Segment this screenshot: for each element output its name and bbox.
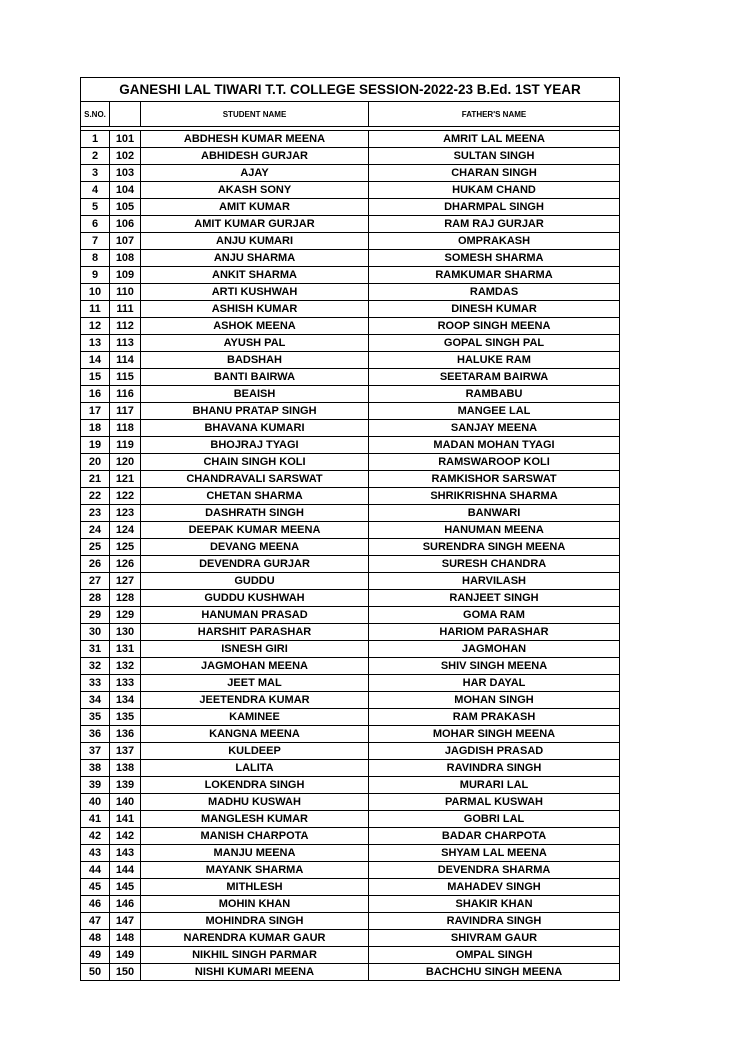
cell-father-name: MANGEE LAL [369,403,620,420]
student-list-body [81,78,620,981]
cell-student-name: JAGMOHAN MEENA [141,658,369,675]
cell-student-name: JEET MAL [141,675,369,692]
cell-father-name: BADAR CHARPOTA [369,828,620,845]
cell-roll: 110 [110,284,141,301]
cell-father-name: DEVENDRA SHARMA [369,862,620,879]
cell-father-name: CHARAN SINGH [369,165,620,182]
cell-student-name: MANISH CHARPOTA [141,828,369,845]
cell-student-name: CHETAN SHARMA [141,488,369,505]
cell-student-name: CHAIN SINGH KOLI [141,454,369,471]
table-row [81,777,620,794]
cell-father-name: SHRIKRISHNA SHARMA [369,488,620,505]
cell-student-name: NARENDRA KUMAR GAUR [141,930,369,947]
cell-father-name: MAHADEV SINGH [369,879,620,896]
cell-father-name: DINESH KUMAR [369,301,620,318]
table-row [81,709,620,726]
cell-father-name: SHIV SINGH MEENA [369,658,620,675]
cell-roll: 127 [110,573,141,590]
cell-sno: 26 [81,556,110,573]
cell-sno: 44 [81,862,110,879]
cell-student-name: DEEPAK KUMAR MEENA [141,522,369,539]
cell-roll: 144 [110,862,141,879]
cell-sno: 39 [81,777,110,794]
cell-father-name: AMRIT LAL MEENA [369,131,620,148]
cell-father-name: SOMESH SHARMA [369,250,620,267]
cell-sno: 35 [81,709,110,726]
cell-roll: 135 [110,709,141,726]
cell-student-name: HARSHIT PARASHAR [141,624,369,641]
table-row [81,624,620,641]
page-title: GANESHI LAL TIWARI T.T. COLLEGE SESSION-2022-23 B.Ed. 1ST YEAR [81,78,620,102]
cell-roll: 120 [110,454,141,471]
table-row [81,335,620,352]
table-row [81,964,620,981]
cell-sno: 37 [81,743,110,760]
cell-roll: 145 [110,879,141,896]
cell-father-name: MOHAR SINGH MEENA [369,726,620,743]
cell-student-name: ISNESH GIRI [141,641,369,658]
table-row [81,760,620,777]
cell-sno: 8 [81,250,110,267]
cell-father-name: PARMAL KUSWAH [369,794,620,811]
cell-roll: 138 [110,760,141,777]
cell-sno: 43 [81,845,110,862]
cell-roll: 103 [110,165,141,182]
cell-sno: 45 [81,879,110,896]
cell-roll: 101 [110,131,141,148]
cell-father-name: ROOP SINGH MEENA [369,318,620,335]
table-row [81,930,620,947]
cell-father-name: BANWARI [369,505,620,522]
cell-roll: 142 [110,828,141,845]
cell-student-name: MITHLESH [141,879,369,896]
cell-student-name: DASHRATH SINGH [141,505,369,522]
cell-father-name: SHIVRAM GAUR [369,930,620,947]
table-row [81,233,620,250]
cell-roll: 149 [110,947,141,964]
table-row [81,726,620,743]
table-row [81,947,620,964]
cell-sno: 27 [81,573,110,590]
cell-sno: 7 [81,233,110,250]
table-row [81,301,620,318]
table-row [81,216,620,233]
cell-roll: 133 [110,675,141,692]
table-row [81,862,620,879]
cell-sno: 13 [81,335,110,352]
cell-roll: 132 [110,658,141,675]
cell-roll: 106 [110,216,141,233]
cell-sno: 17 [81,403,110,420]
cell-roll: 129 [110,607,141,624]
cell-student-name: ANJU KUMARI [141,233,369,250]
cell-student-name: BADSHAH [141,352,369,369]
cell-father-name: DHARMPAL SINGH [369,199,620,216]
header-sno: S.NO. [81,102,110,127]
cell-roll: 139 [110,777,141,794]
cell-sno: 1 [81,131,110,148]
cell-roll: 148 [110,930,141,947]
table-row [81,641,620,658]
cell-roll: 114 [110,352,141,369]
table-row [81,913,620,930]
cell-sno: 21 [81,471,110,488]
table-row [81,692,620,709]
title-row [81,78,620,102]
cell-sno: 12 [81,318,110,335]
cell-student-name: AJAY [141,165,369,182]
cell-father-name: GOBRI LAL [369,811,620,828]
cell-sno: 22 [81,488,110,505]
table-row [81,828,620,845]
cell-student-name: ABDHESH KUMAR MEENA [141,131,369,148]
cell-roll: 134 [110,692,141,709]
cell-student-name: LALITA [141,760,369,777]
cell-father-name: JAGDISH PRASAD [369,743,620,760]
cell-father-name: SEETARAM BAIRWA [369,369,620,386]
cell-sno: 49 [81,947,110,964]
cell-father-name: MOHAN SINGH [369,692,620,709]
cell-sno: 38 [81,760,110,777]
cell-sno: 20 [81,454,110,471]
cell-student-name: MAYANK SHARMA [141,862,369,879]
cell-roll: 113 [110,335,141,352]
cell-father-name: GOMA RAM [369,607,620,624]
cell-roll: 125 [110,539,141,556]
cell-sno: 50 [81,964,110,981]
cell-student-name: ARTI KUSHWAH [141,284,369,301]
header-row [81,102,620,127]
table-row [81,607,620,624]
cell-student-name: JEETENDRA KUMAR [141,692,369,709]
cell-roll: 126 [110,556,141,573]
table-row [81,420,620,437]
table-row [81,675,620,692]
cell-student-name: ASHISH KUMAR [141,301,369,318]
cell-father-name: MADAN MOHAN TYAGI [369,437,620,454]
table-row [81,522,620,539]
cell-roll: 112 [110,318,141,335]
cell-father-name: OMPRAKASH [369,233,620,250]
cell-student-name: AMIT KUMAR [141,199,369,216]
cell-sno: 9 [81,267,110,284]
cell-roll: 123 [110,505,141,522]
cell-student-name: LOKENDRA SINGH [141,777,369,794]
cell-roll: 124 [110,522,141,539]
cell-sno: 29 [81,607,110,624]
cell-sno: 24 [81,522,110,539]
cell-roll: 140 [110,794,141,811]
cell-roll: 146 [110,896,141,913]
cell-sno: 6 [81,216,110,233]
cell-sno: 42 [81,828,110,845]
cell-student-name: MANJU MEENA [141,845,369,862]
cell-sno: 40 [81,794,110,811]
cell-sno: 31 [81,641,110,658]
cell-roll: 137 [110,743,141,760]
cell-father-name: RAMKUMAR SHARMA [369,267,620,284]
cell-roll: 141 [110,811,141,828]
cell-father-name: RAVINDRA SINGH [369,913,620,930]
cell-roll: 118 [110,420,141,437]
cell-sno: 19 [81,437,110,454]
table-row [81,658,620,675]
cell-roll: 109 [110,267,141,284]
table-row [81,743,620,760]
cell-student-name: GUDDU KUSHWAH [141,590,369,607]
cell-student-name: KANGNA MEENA [141,726,369,743]
cell-roll: 131 [110,641,141,658]
cell-student-name: ABHIDESH GURJAR [141,148,369,165]
cell-student-name: MANGLESH KUMAR [141,811,369,828]
table-row [81,403,620,420]
cell-student-name: BEAISH [141,386,369,403]
header-father-name: FATHER'S NAME [369,102,620,127]
cell-sno: 14 [81,352,110,369]
cell-roll: 150 [110,964,141,981]
cell-student-name: ANKIT SHARMA [141,267,369,284]
cell-roll: 107 [110,233,141,250]
cell-roll: 147 [110,913,141,930]
table-row [81,165,620,182]
header-roll [110,102,141,127]
cell-father-name: GOPAL SINGH PAL [369,335,620,352]
cell-student-name: KAMINEE [141,709,369,726]
cell-father-name: BACHCHU SINGH MEENA [369,964,620,981]
cell-student-name: DEVENDRA GURJAR [141,556,369,573]
cell-sno: 28 [81,590,110,607]
table-row [81,148,620,165]
cell-roll: 105 [110,199,141,216]
cell-father-name: RAMKISHOR SARSWAT [369,471,620,488]
cell-student-name: BHANU PRATAP SINGH [141,403,369,420]
cell-roll: 136 [110,726,141,743]
cell-father-name: RAMDAS [369,284,620,301]
table-row [81,590,620,607]
cell-sno: 47 [81,913,110,930]
table-row [81,199,620,216]
table-row [81,896,620,913]
table-row [81,369,620,386]
cell-father-name: RAVINDRA SINGH [369,760,620,777]
table-row [81,539,620,556]
cell-father-name: SANJAY MEENA [369,420,620,437]
table-row [81,318,620,335]
student-list-table [80,77,620,981]
cell-student-name: HANUMAN PRASAD [141,607,369,624]
cell-father-name: SULTAN SINGH [369,148,620,165]
table-row [81,879,620,896]
table-row [81,488,620,505]
cell-student-name: AYUSH PAL [141,335,369,352]
cell-student-name: BHOJRAJ TYAGI [141,437,369,454]
cell-sno: 2 [81,148,110,165]
cell-sno: 4 [81,182,110,199]
table-row [81,386,620,403]
cell-roll: 121 [110,471,141,488]
cell-sno: 34 [81,692,110,709]
cell-student-name: KULDEEP [141,743,369,760]
cell-sno: 30 [81,624,110,641]
cell-roll: 119 [110,437,141,454]
cell-father-name: SURESH CHANDRA [369,556,620,573]
cell-father-name: HANUMAN MEENA [369,522,620,539]
cell-roll: 111 [110,301,141,318]
cell-father-name: RAM RAJ GURJAR [369,216,620,233]
cell-roll: 108 [110,250,141,267]
cell-father-name: RAMBABU [369,386,620,403]
table-row [81,250,620,267]
cell-father-name: OMPAL SINGH [369,947,620,964]
cell-father-name: HALUKE RAM [369,352,620,369]
cell-sno: 33 [81,675,110,692]
cell-father-name: RANJEET SINGH [369,590,620,607]
table-row [81,573,620,590]
cell-roll: 104 [110,182,141,199]
cell-roll: 128 [110,590,141,607]
cell-student-name: BHAVANA KUMARI [141,420,369,437]
cell-student-name: NIKHIL SINGH PARMAR [141,947,369,964]
cell-father-name: JAGMOHAN [369,641,620,658]
cell-father-name: RAMSWAROOP KOLI [369,454,620,471]
cell-father-name: SHAKIR KHAN [369,896,620,913]
cell-father-name: SHYAM LAL MEENA [369,845,620,862]
cell-student-name: DEVANG MEENA [141,539,369,556]
cell-father-name: SURENDRA SINGH MEENA [369,539,620,556]
table-row [81,267,620,284]
cell-sno: 18 [81,420,110,437]
cell-student-name: AKASH SONY [141,182,369,199]
cell-father-name: HARVILASH [369,573,620,590]
cell-sno: 3 [81,165,110,182]
cell-sno: 41 [81,811,110,828]
cell-roll: 143 [110,845,141,862]
table-row [81,182,620,199]
cell-student-name: BANTI BAIRWA [141,369,369,386]
cell-sno: 5 [81,199,110,216]
cell-father-name: HARIOM PARASHAR [369,624,620,641]
cell-sno: 10 [81,284,110,301]
table-row [81,437,620,454]
cell-roll: 122 [110,488,141,505]
cell-roll: 115 [110,369,141,386]
table-row [81,454,620,471]
cell-student-name: MOHINDRA SINGH [141,913,369,930]
table-row [81,556,620,573]
cell-roll: 102 [110,148,141,165]
cell-sno: 46 [81,896,110,913]
cell-father-name: HUKAM CHAND [369,182,620,199]
table-row [81,352,620,369]
cell-sno: 23 [81,505,110,522]
cell-father-name: MURARI LAL [369,777,620,794]
cell-roll: 117 [110,403,141,420]
cell-student-name: MOHIN KHAN [141,896,369,913]
cell-sno: 15 [81,369,110,386]
table-row [81,284,620,301]
cell-father-name: HAR DAYAL [369,675,620,692]
cell-student-name: ASHOK MEENA [141,318,369,335]
table-row [81,811,620,828]
table-row [81,505,620,522]
table-row [81,471,620,488]
cell-sno: 11 [81,301,110,318]
cell-sno: 16 [81,386,110,403]
cell-student-name: CHANDRAVALI SARSWAT [141,471,369,488]
cell-father-name: RAM PRAKASH [369,709,620,726]
cell-sno: 25 [81,539,110,556]
cell-sno: 36 [81,726,110,743]
cell-student-name: AMIT KUMAR GURJAR [141,216,369,233]
table-row [81,794,620,811]
cell-roll: 130 [110,624,141,641]
cell-roll: 116 [110,386,141,403]
header-student-name: STUDENT NAME [141,102,369,127]
cell-student-name: GUDDU [141,573,369,590]
cell-student-name: ANJU SHARMA [141,250,369,267]
cell-student-name: NISHI KUMARI MEENA [141,964,369,981]
cell-sno: 32 [81,658,110,675]
table-row [81,845,620,862]
cell-sno: 48 [81,930,110,947]
cell-student-name: MADHU KUSWAH [141,794,369,811]
table-row [81,131,620,148]
